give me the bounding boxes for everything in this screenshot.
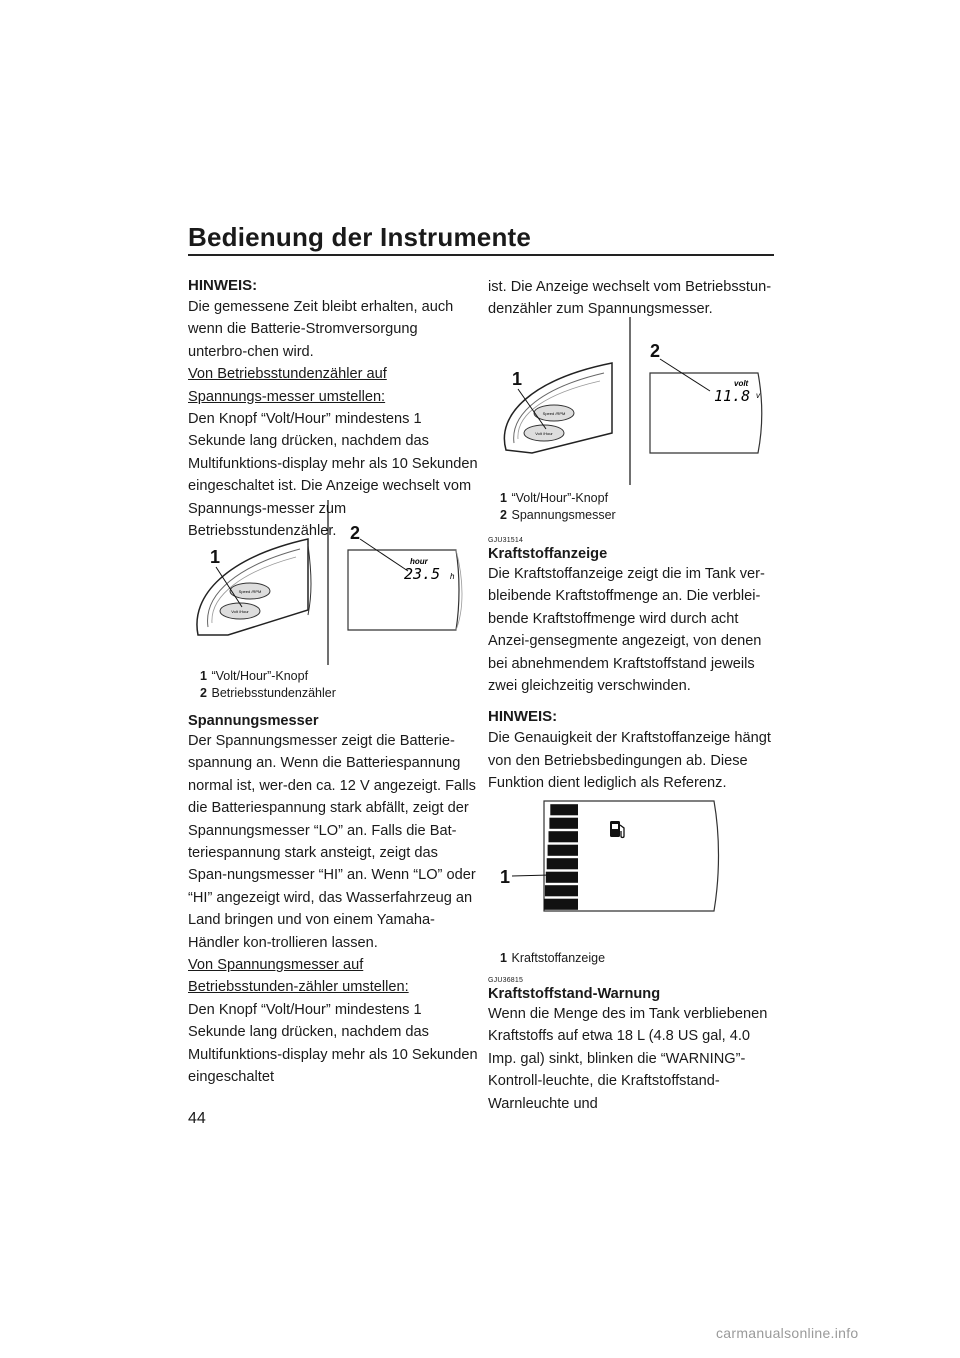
watermark: carmanualsonline.info (716, 1325, 859, 1341)
fig2-captions (500, 490, 760, 524)
fig1-caption-2: 2 Betriebsstundenzähler (200, 686, 336, 700)
fig2-callout-2: 2 (650, 341, 661, 361)
fig1-callout-1: 1 (210, 547, 221, 567)
fig1-display (348, 550, 459, 630)
fuel-segment (549, 818, 578, 829)
fig3-captions (500, 950, 760, 967)
title-rule (188, 254, 774, 256)
note-heading-2: HINWEIS: (488, 708, 558, 726)
fuel-segment (545, 885, 578, 896)
warn-text: Wenn die Menge des im Tank verbliebenen Kraftstoffs auf etwa 18 L (4.8 US gal, 4.0 Imp. gal) sinkt, blinken die “WARNING”-Kontroll-leuchte, die Kraftstoffstand-Warnleuchte und (488, 1006, 768, 1112)
fuel-segment (549, 831, 579, 842)
note-heading: HINWEIS: (188, 277, 258, 294)
fig2-caption-1: 1 “Volt/Hour”-Knopf (500, 491, 609, 505)
fuel-text: Die Kraftstoffanzeige zeigt die im Tank ver-bleibende Kraftstoffmenge an. Die verblei-bende Kraftstoffmenge wird durch acht Anzei-gensegmente angezeigt, von denen bei abnehmendem Kraftstoffstand jeweils zwei gleichzeitig verschwinden. (488, 566, 765, 695)
fig1-display-unit: h (450, 572, 455, 581)
fig2-display-unit: v (756, 391, 760, 400)
left-column-lower (188, 712, 478, 1089)
fig3-callout-1: 1 (500, 867, 511, 887)
switch2-heading: Von Spannungsmesser auf Betriebsstunden-zähler umstellen: (188, 957, 409, 996)
fuel-segment (547, 858, 578, 869)
page-number: 44 (188, 1110, 206, 1127)
fig2-callout-1: 1 (512, 369, 523, 389)
figure-hour-meter (188, 495, 478, 670)
fig1-display-label: hour (410, 557, 428, 566)
fig2-button-top-label: Speed /RPM (542, 411, 566, 416)
volt-heading: Spannungsmesser (188, 713, 319, 729)
switch2-text: Den Knopf “Volt/Hour” mindestens 1 Sekunde lang drücken, nachdem das Multifunktions-display mehr als 10 Sekunden eingeschaltet (188, 1001, 478, 1086)
fig2-display-label: volt (734, 379, 749, 388)
fig3-caption-1: 1 Kraftstoffanzeige (500, 951, 606, 965)
warn-code: GJU36815 (488, 977, 524, 984)
fuel-segment (550, 804, 578, 815)
fig1-display-value: 23.5 (404, 565, 441, 583)
fig2-display-value: 11.8 (714, 387, 751, 405)
fig2-button-bottom-label: Volt /Hour (535, 431, 553, 436)
fuel-segment (548, 845, 578, 856)
figure-fuel-gauge (488, 795, 778, 920)
fig1-button-top-label: Speed /RPM (238, 589, 262, 594)
volt-text: Der Spannungsmesser zeigt die Batterie-spannung an. Wenn die Batteriespannung normal ist, wer-den ca. 12 V angezeigt. Falls die Batteriespannung stark abfällt, zeigt der Spannungsmesser “LO” an. Falls die Bat-teriespannung stark ansteigt, zeigt das Span-nungsmesser “HI” an. Wenn “LO” oder “HI” angezeigt wird, das Wasserfahrzeug an Land bringen und von einem Yamaha-Händler kon-trollieren lassen. (188, 733, 476, 951)
page-title: Bedienung der Instrumente (188, 222, 532, 252)
right-column-mid (488, 536, 778, 795)
fuel-heading: Kraftstoffanzeige (488, 546, 608, 562)
right-cont-text: ist. Die Anzeige wechselt vom Betriebsstun-denzähler zum Spannungsmesser. (488, 279, 772, 318)
right-column-lower (488, 976, 778, 1115)
fig1-button-bottom-label: Volt /Hour (231, 609, 249, 614)
note-text: Die gemessene Zeit bleibt erhalten, auch wenn die Batterie-Stromversorgung unterbro-chen wird. (188, 299, 454, 360)
switch1-heading: Von Betriebsstundenzähler auf Spannungs-messer umstellen: (188, 366, 387, 405)
switch1-text: Den Knopf “Volt/Hour” mindestens 1 Sekunde lang drücken, nachdem das Multifunktions-display mehr als 10 Sekunden eingeschaltet ist. Die Anzeige wechselt vom Spannungs-messer zum Betriebsstundenzähler. (188, 411, 478, 540)
fuel-code: GJU31514 (488, 537, 524, 544)
warn-heading: Kraftstoffstand-Warnung (488, 986, 661, 1002)
fig1-caption-1: 1 “Volt/Hour”-Knopf (200, 669, 309, 683)
figure-volt-meter (488, 315, 778, 490)
note-text-2: Die Genauigkeit der Kraftstoffanzeige hängt von den Betriebsbedingungen ab. Diese Funktion dient lediglich als Referenz. (488, 730, 771, 792)
fig1-callout-2: 2 (350, 523, 361, 543)
fig1-captions (200, 668, 460, 702)
fig2-caption-2: 2 Spannungsmesser (500, 508, 616, 522)
fuel-segment (546, 872, 578, 883)
fuel-segment (544, 899, 578, 910)
